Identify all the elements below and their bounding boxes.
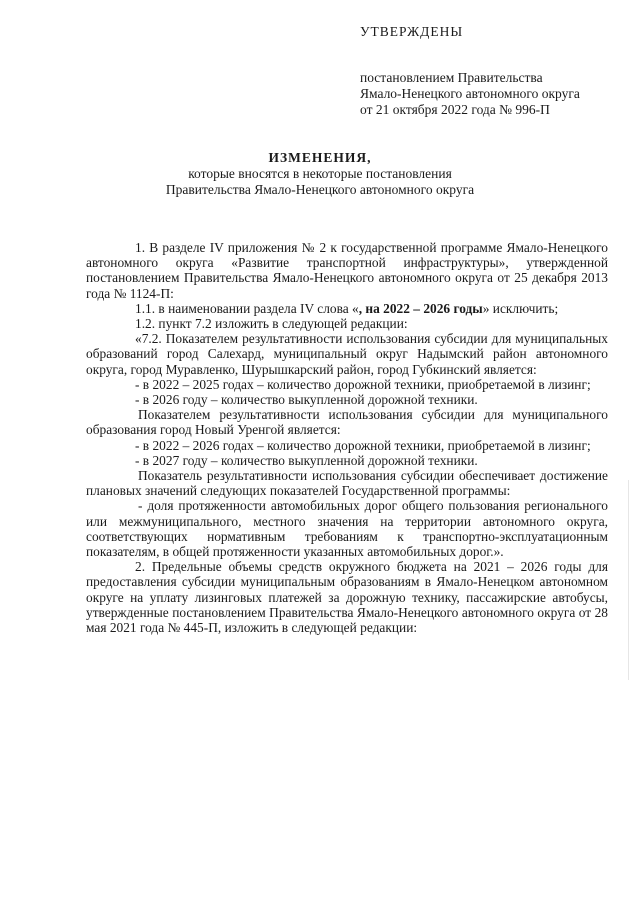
title-sub-2: Правительства Ямало-Ненецкого автономного округа [165, 182, 475, 197]
paragraph-1-1 [86, 301, 608, 316]
paragraph-novy-urengoy: Показателем результативности использования субсидии для муниципального образования город Новый Уренгой является: [86, 407, 608, 438]
approval-block [360, 24, 630, 118]
list-item-2026: - в 2026 году – количество выкупленной дорожной техники. [135, 392, 478, 408]
paragraph-1-1-after: » исключить; [482, 300, 559, 316]
paragraph-1-1-before: 1.1. в наименовании раздела IV слова « [135, 300, 359, 316]
paragraph-1: 1. В разделе IV приложения № 2 к государственной программе Ямало-Ненецкого автономного округа «Развитие транспортной инфраструктуры», утвержденной постановлением Правительства Ямало-Ненецкого автономного округа от 25 декабря 2013 года № 1124-П: [86, 240, 608, 301]
paragraph-indicator: Показатель результативности использования субсидии обеспечивает достижение плановых значений следующих показателей Государственной программы: [86, 468, 608, 499]
scan-edge-line [628, 480, 629, 680]
title-sub-1: которые вносятся в некоторые постановления [188, 166, 452, 181]
list-item-2022-2026: - в 2022 – 2026 годах – количество дорожной техники, приобретаемой в лизинг; [135, 437, 591, 453]
document-title [0, 150, 640, 198]
approval-line-1: постановлением Правительства [360, 70, 543, 85]
approval-line-3: от 21 октября 2022 года № 996-П [360, 102, 550, 117]
paragraph-1-1-bold: , на 2022 – 2026 годы [358, 300, 483, 316]
list-item-share: - доля протяженности автомобильных дорог общего пользования регионального или межмуниципального, местного значения на территории автономного округа, соответствующих нормативным требованиям к транспортно-эксплуатационным показателям, в общей протяженности указанных автомобильных дорог.». [86, 498, 608, 560]
list-item-2022-2025: - в 2022 – 2025 годах – количество дорожной техники, приобретаемой в лизинг; [135, 376, 591, 392]
approval-line-2: Ямало-Ненецкого автономного округа [360, 86, 580, 101]
approval-heading: УТВЕРЖДЕНЫ [360, 24, 464, 39]
list-item-2027: - в 2027 году – количество выкупленной дорожной техники. [135, 452, 478, 468]
paragraph-7-2: «7.2. Показателем результативности использования субсидии для муниципальных образований город Салехард, муниципальный округ Надымский район автономного округа, город Муравленко, Шурышкарский район, город Губкинский является: [86, 331, 608, 377]
document-body [86, 240, 608, 635]
paragraph-2: 2. Предельные объемы средств окружного бюджета на 2021 – 2026 годы для предоставления субсидии муниципальным образованиям в Ямало-Ненецком автономном округе на уплату лизинговых платежей за дорожную технику, пассажирские автобусы, утвержденные постановлением Правительства Ямало-Ненецкого автономного округа от 28 мая 2021 года № 445-П, изложить в следующей редакции: [86, 559, 608, 636]
paragraph-1-2: 1.2. пункт 7.2 изложить в следующей редакции: [135, 316, 408, 332]
title-main: ИЗМЕНЕНИЯ, [268, 150, 372, 165]
